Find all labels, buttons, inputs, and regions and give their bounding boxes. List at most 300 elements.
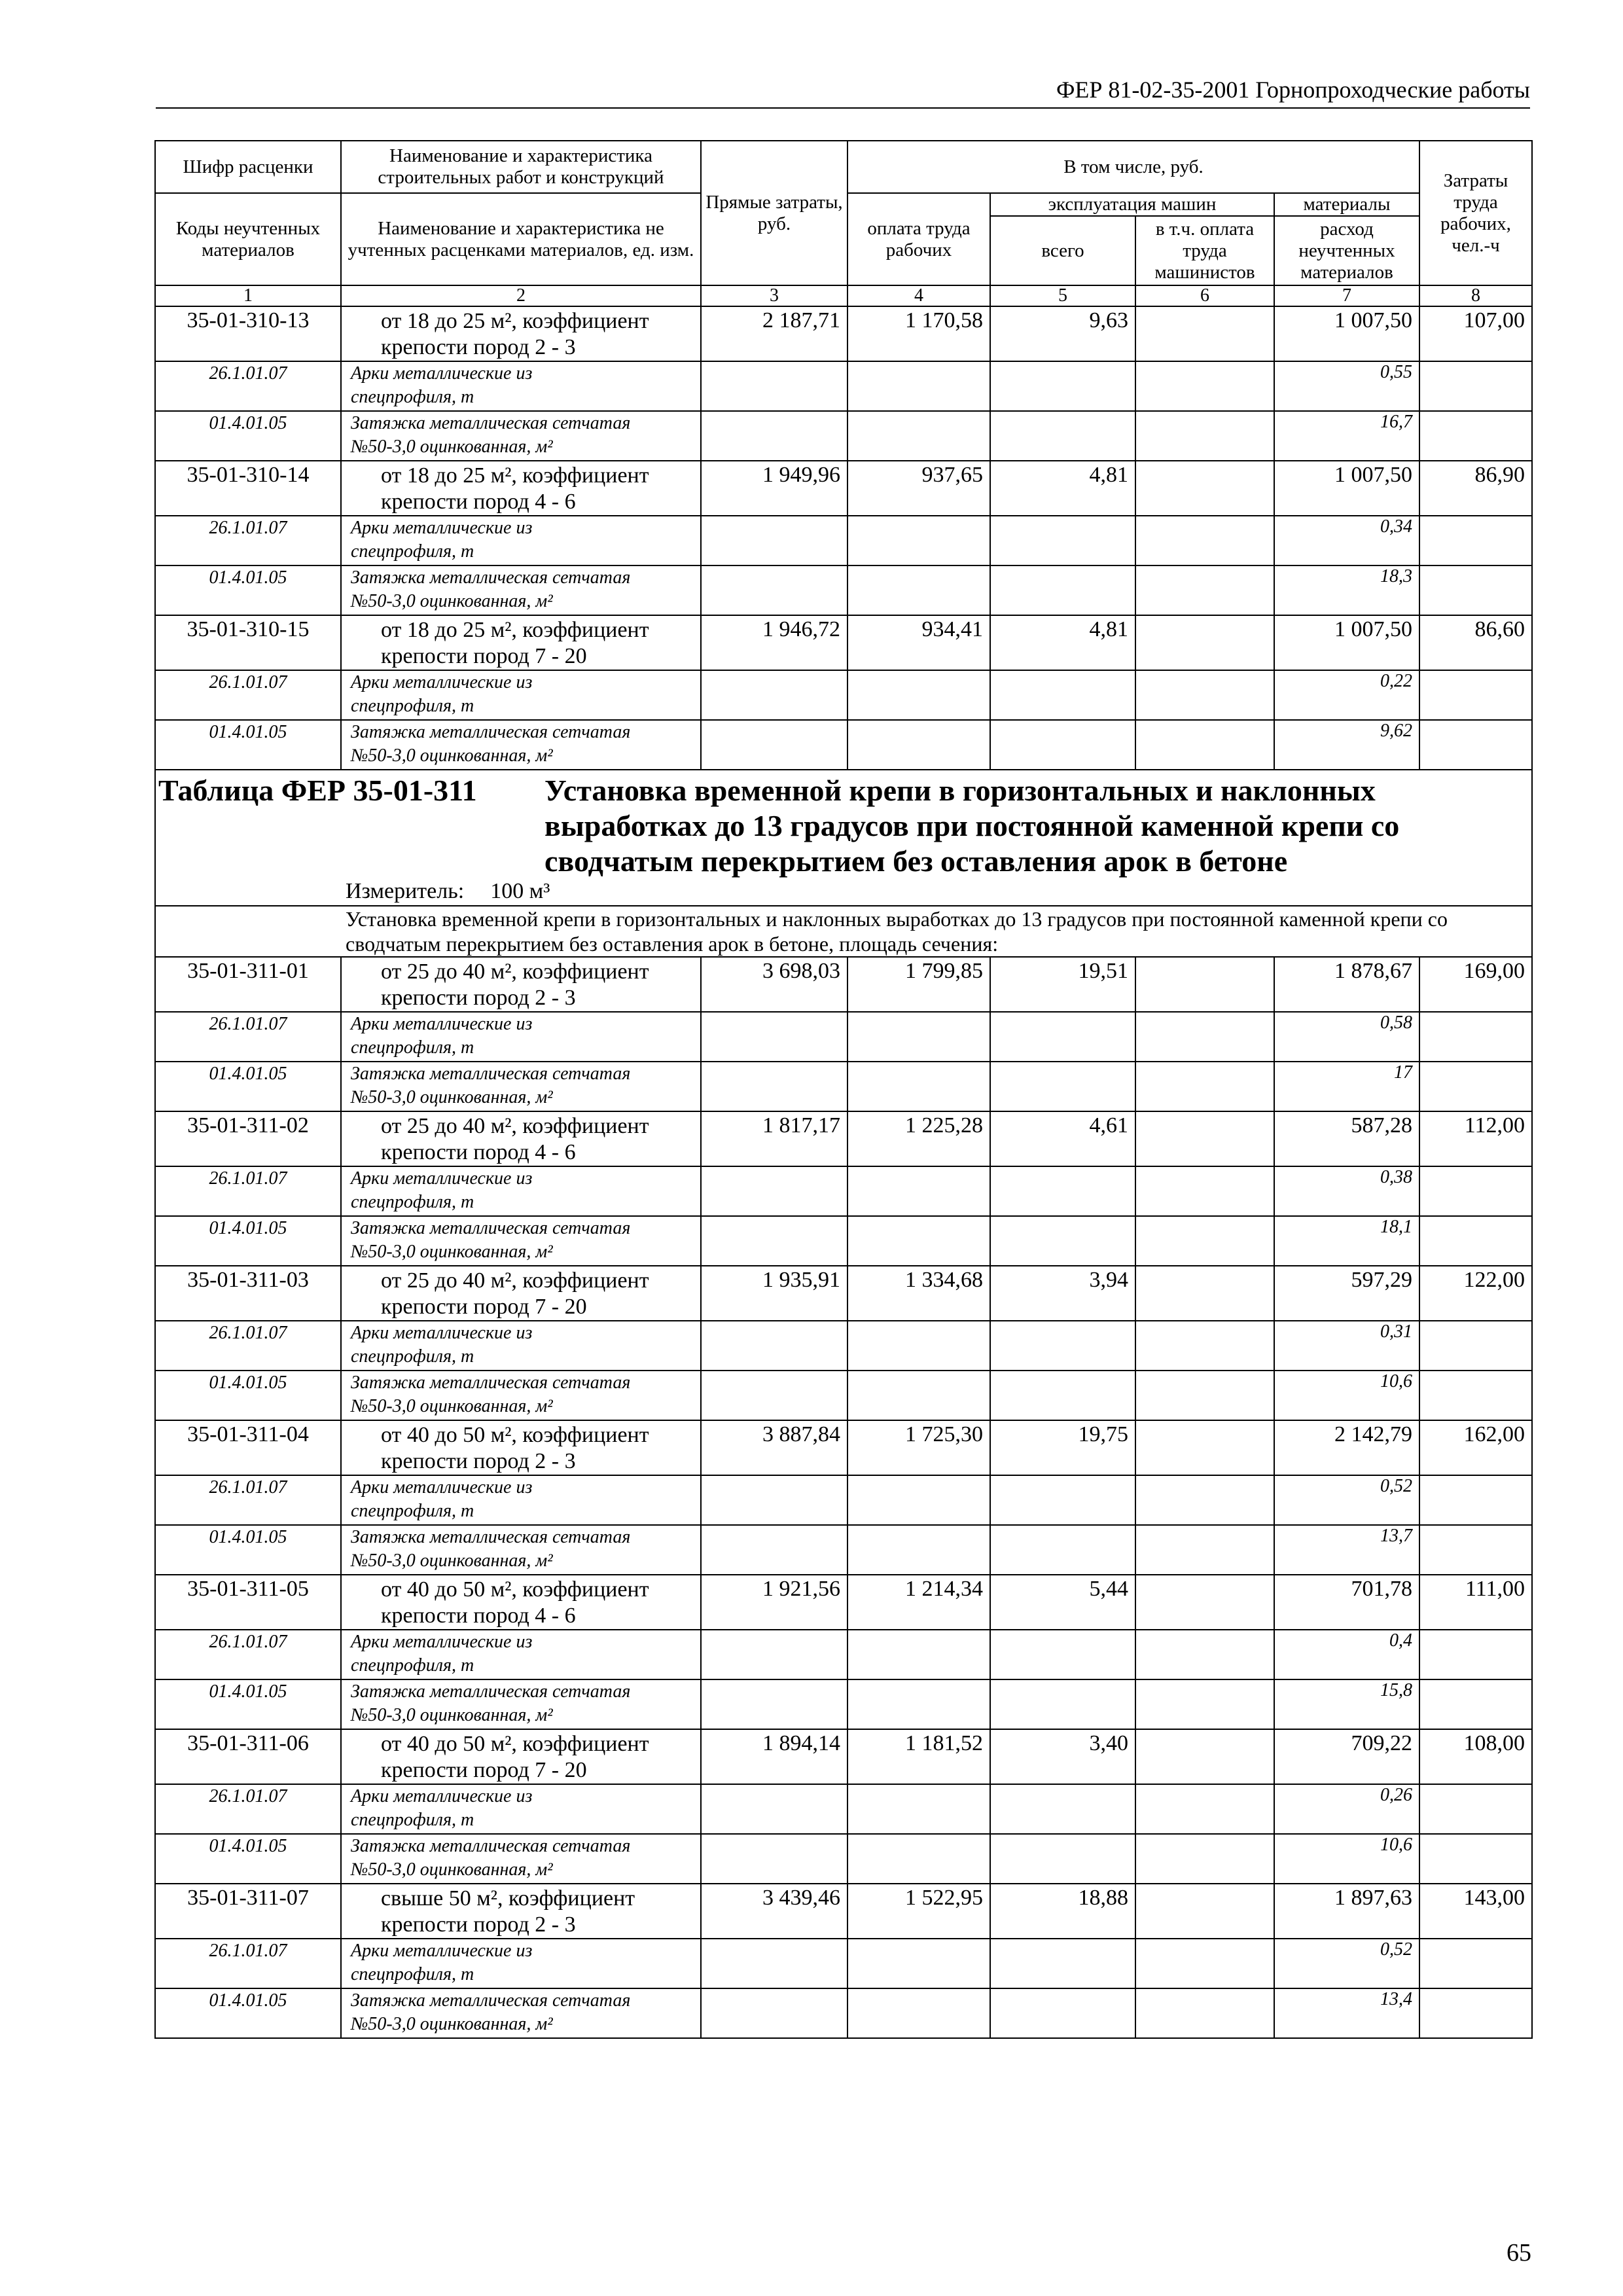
material-name	[341, 1475, 701, 1525]
material-name-line: Затяжка металлическая сетчатая	[351, 1836, 631, 1856]
measure-value: 100 м³	[490, 879, 550, 903]
value-labor: 1 334,68	[847, 1266, 990, 1321]
rate-description	[341, 1111, 701, 1166]
value-hours: 111,00	[1419, 1575, 1532, 1630]
material-usage: 10,6	[1274, 1834, 1419, 1884]
value-mach-lab	[1135, 1729, 1274, 1784]
rate-description-line: крепости пород 4 - 6	[381, 1140, 576, 1164]
rate-description-line: от 18 до 25 м², коэффициент	[381, 618, 649, 642]
rate-code: 35-01-310-14	[155, 461, 341, 516]
empty-cell	[990, 1321, 1135, 1371]
value-labor: 934,41	[847, 615, 990, 670]
empty-cell	[1419, 1679, 1532, 1729]
value-direct: 1 894,14	[701, 1729, 847, 1784]
empty-cell	[701, 516, 847, 565]
rate-code: 35-01-311-01	[155, 957, 341, 1012]
table-row	[155, 1111, 1532, 1166]
empty-cell	[701, 1166, 847, 1216]
empty-cell	[990, 1012, 1135, 1062]
header-name: Наименование и характеристика строительных работ и конструкций	[341, 141, 701, 193]
material-row	[155, 1321, 1532, 1371]
empty-cell	[1135, 720, 1274, 770]
value-labor: 1 725,30	[847, 1420, 990, 1475]
material-name-line: спецпрофиля, т	[351, 1192, 474, 1212]
empty-cell	[701, 1988, 847, 2038]
material-name-line: Арки металлические из	[351, 518, 533, 538]
material-name	[341, 1166, 701, 1216]
material-usage: 13,4	[1274, 1988, 1419, 2038]
value-hours: 162,00	[1419, 1420, 1532, 1475]
empty-cell	[990, 1525, 1135, 1575]
material-name	[341, 1216, 701, 1266]
empty-cell	[847, 1525, 990, 1575]
material-name-line: Арки металлические из	[351, 1168, 533, 1189]
empty-cell	[701, 670, 847, 720]
section-intro: Установка временной крепи в горизонтальных и наклонных выработках до 13 градусов при постоянной каменной крепи со сводчатым перекрытием без оставления арок в бетоне, площадь сечения:	[155, 906, 1532, 957]
value-direct: 3 698,03	[701, 957, 847, 1012]
empty-cell	[701, 1939, 847, 1988]
rate-code: 35-01-311-04	[155, 1420, 341, 1475]
material-code: 01.4.01.05	[155, 1371, 341, 1420]
material-name-line: №50-3,0 оцинкованная, м²	[351, 745, 553, 766]
material-code: 26.1.01.07	[155, 670, 341, 720]
material-row	[155, 516, 1532, 565]
rate-code: 35-01-310-15	[155, 615, 341, 670]
value-direct: 3 439,46	[701, 1884, 847, 1939]
header-direct: Прямые затраты, руб.	[701, 141, 847, 285]
value-hours: 107,00	[1419, 306, 1532, 361]
material-code: 01.4.01.05	[155, 720, 341, 770]
material-name	[341, 1062, 701, 1111]
material-name	[341, 1988, 701, 2038]
empty-cell	[1419, 1321, 1532, 1371]
rate-description-line: от 40 до 50 м², коэффициент	[381, 1577, 649, 1602]
material-name-line: Арки металлические из	[351, 672, 533, 692]
value-hours: 143,00	[1419, 1884, 1532, 1939]
empty-cell	[990, 1784, 1135, 1834]
empty-cell	[1135, 1525, 1274, 1575]
material-code: 01.4.01.05	[155, 1679, 341, 1729]
header-machines: эксплуатация машин	[990, 193, 1274, 216]
material-name-line: Затяжка металлическая сетчатая	[351, 1681, 631, 1702]
header-mat-usage: расход неучтенных материалов	[1274, 216, 1419, 285]
material-usage: 9,62	[1274, 720, 1419, 770]
material-name	[341, 720, 701, 770]
empty-cell	[701, 1321, 847, 1371]
material-row	[155, 1166, 1532, 1216]
table-row	[155, 1729, 1532, 1784]
empty-cell	[1419, 1784, 1532, 1834]
empty-cell	[1419, 1062, 1532, 1111]
empty-cell	[990, 1834, 1135, 1884]
material-usage: 10,6	[1274, 1371, 1419, 1420]
empty-cell	[1135, 411, 1274, 461]
value-mach-lab	[1135, 1266, 1274, 1321]
material-name-line: Арки металлические из	[351, 1632, 533, 1652]
empty-cell	[1135, 1216, 1274, 1266]
material-name-line: спецпрофиля, т	[351, 387, 474, 407]
empty-cell	[1135, 1679, 1274, 1729]
empty-cell	[847, 565, 990, 615]
value-direct: 2 187,71	[701, 306, 847, 361]
material-usage: 18,1	[1274, 1216, 1419, 1266]
material-usage: 0,55	[1274, 361, 1419, 411]
empty-cell	[1135, 670, 1274, 720]
empty-cell	[990, 1371, 1135, 1420]
material-name	[341, 1012, 701, 1062]
value-mach: 3,94	[990, 1266, 1135, 1321]
material-name-line: спецпрофиля, т	[351, 1810, 474, 1830]
material-code: 01.4.01.05	[155, 1216, 341, 1266]
value-mach: 5,44	[990, 1575, 1135, 1630]
empty-cell	[701, 411, 847, 461]
header-codes-unaccounted: Коды неучтенных материалов	[155, 193, 341, 285]
material-code: 26.1.01.07	[155, 1475, 341, 1525]
material-usage: 0,31	[1274, 1321, 1419, 1371]
rate-description-line: крепости пород 2 - 3	[381, 1449, 576, 1473]
value-hours: 112,00	[1419, 1111, 1532, 1166]
rate-description	[341, 615, 701, 670]
rate-description	[341, 1266, 701, 1321]
empty-cell	[1135, 1062, 1274, 1111]
value-mach: 9,63	[990, 306, 1135, 361]
material-row	[155, 1939, 1532, 1988]
empty-cell	[990, 1166, 1135, 1216]
material-code: 26.1.01.07	[155, 361, 341, 411]
empty-cell	[990, 1062, 1135, 1111]
table-row	[155, 306, 1532, 361]
material-usage: 18,3	[1274, 565, 1419, 615]
material-row	[155, 1679, 1532, 1729]
value-direct: 1 946,72	[701, 615, 847, 670]
value-mat: 587,28	[1274, 1111, 1419, 1166]
value-direct: 1 949,96	[701, 461, 847, 516]
rate-code: 35-01-311-03	[155, 1266, 341, 1321]
header-name-unaccounted: Наименование и характеристика не учтенных расценками материалов, ед. изм.	[341, 193, 701, 285]
material-row	[155, 1834, 1532, 1884]
empty-cell	[1135, 1166, 1274, 1216]
empty-cell	[847, 1784, 990, 1834]
material-name	[341, 1321, 701, 1371]
empty-cell	[1419, 565, 1532, 615]
material-name	[341, 565, 701, 615]
table-row	[155, 1575, 1532, 1630]
value-mach: 18,88	[990, 1884, 1135, 1939]
value-labor: 1 522,95	[847, 1884, 990, 1939]
empty-cell	[990, 1216, 1135, 1266]
rate-description	[341, 1420, 701, 1475]
empty-cell	[701, 1834, 847, 1884]
material-code: 01.4.01.05	[155, 565, 341, 615]
section-title-cell	[155, 770, 1532, 906]
value-mat: 2 142,79	[1274, 1420, 1419, 1475]
empty-cell	[1419, 1371, 1532, 1420]
material-row	[155, 361, 1532, 411]
empty-cell	[1419, 516, 1532, 565]
material-name-line: Арки металлические из	[351, 1014, 533, 1034]
empty-cell	[847, 1988, 990, 2038]
value-labor: 1 225,28	[847, 1111, 990, 1166]
rate-description-line: от 25 до 40 м², коэффициент	[381, 1268, 649, 1293]
empty-cell	[990, 1475, 1135, 1525]
material-name-line: Арки металлические из	[351, 1323, 533, 1343]
material-name	[341, 1939, 701, 1988]
material-code: 01.4.01.05	[155, 1062, 341, 1111]
material-usage: 0,52	[1274, 1939, 1419, 1988]
value-mach-lab	[1135, 1420, 1274, 1475]
empty-cell	[701, 361, 847, 411]
table-row	[155, 1420, 1532, 1475]
value-mach-lab	[1135, 461, 1274, 516]
material-name-line: Арки металлические из	[351, 1941, 533, 1961]
empty-cell	[847, 361, 990, 411]
measure-label: Измеритель:	[346, 879, 465, 903]
empty-cell	[1419, 411, 1532, 461]
rate-description	[341, 306, 701, 361]
material-row	[155, 720, 1532, 770]
rate-description	[341, 461, 701, 516]
empty-cell	[1135, 361, 1274, 411]
empty-cell	[1419, 1475, 1532, 1525]
value-mach: 3,40	[990, 1729, 1135, 1784]
empty-cell	[990, 670, 1135, 720]
value-mach-lab	[1135, 1575, 1274, 1630]
empty-cell	[990, 565, 1135, 615]
column-number: 7	[1274, 285, 1419, 306]
empty-cell	[990, 361, 1135, 411]
empty-cell	[1135, 516, 1274, 565]
material-name-line: №50-3,0 оцинкованная, м²	[351, 1087, 553, 1107]
material-name	[341, 361, 701, 411]
empty-cell	[1135, 1012, 1274, 1062]
empty-cell	[1135, 1475, 1274, 1525]
value-mat: 709,22	[1274, 1729, 1419, 1784]
table-row	[155, 615, 1532, 670]
empty-cell	[1419, 670, 1532, 720]
material-usage: 0,26	[1274, 1784, 1419, 1834]
empty-cell	[701, 1679, 847, 1729]
material-row	[155, 1062, 1532, 1111]
material-code: 26.1.01.07	[155, 1012, 341, 1062]
empty-cell	[701, 1630, 847, 1679]
empty-cell	[701, 1475, 847, 1525]
column-number: 2	[341, 285, 701, 306]
value-mach-lab	[1135, 1884, 1274, 1939]
running-header	[156, 73, 1530, 109]
value-direct: 3 887,84	[701, 1420, 847, 1475]
material-name-line: спецпрофиля, т	[351, 1037, 474, 1058]
price-table	[154, 140, 1533, 2039]
column-number: 5	[990, 285, 1135, 306]
material-name-line: спецпрофиля, т	[351, 1346, 474, 1367]
value-mach-lab	[1135, 306, 1274, 361]
material-usage: 15,8	[1274, 1679, 1419, 1729]
material-name	[341, 1679, 701, 1729]
material-usage: 0,52	[1274, 1475, 1419, 1525]
material-usage: 13,7	[1274, 1525, 1419, 1575]
column-numbers	[155, 285, 1532, 306]
empty-cell	[701, 720, 847, 770]
column-number: 3	[701, 285, 847, 306]
value-mach-lab	[1135, 957, 1274, 1012]
header-materials: материалы	[1274, 193, 1419, 216]
rate-description-line: крепости пород 2 - 3	[381, 986, 576, 1010]
value-direct: 1 921,56	[701, 1575, 847, 1630]
empty-cell	[1419, 1939, 1532, 1988]
material-row	[155, 411, 1532, 461]
rate-description-line: крепости пород 4 - 6	[381, 490, 576, 514]
section-title-row	[155, 770, 1532, 906]
header-group: В том числе, руб.	[847, 141, 1419, 193]
material-code: 01.4.01.05	[155, 1988, 341, 2038]
rate-description-line: от 25 до 40 м², коэффициент	[381, 960, 649, 984]
material-row	[155, 1475, 1532, 1525]
empty-cell	[1135, 1321, 1274, 1371]
material-name	[341, 1834, 701, 1884]
rate-description-line: от 18 до 25 м², коэффициент	[381, 309, 649, 333]
material-name-line: №50-3,0 оцинкованная, м²	[351, 1859, 553, 1880]
rate-description-line: от 40 до 50 м², коэффициент	[381, 1423, 649, 1447]
rate-description	[341, 1575, 701, 1630]
material-name-line: Затяжка металлическая сетчатая	[351, 1218, 631, 1238]
material-name-line: №50-3,0 оцинкованная, м²	[351, 437, 553, 457]
material-name-line: Затяжка металлическая сетчатая	[351, 1372, 631, 1393]
value-mach: 4,61	[990, 1111, 1135, 1166]
material-code: 26.1.01.07	[155, 1630, 341, 1679]
material-name-line: №50-3,0 оцинкованная, м²	[351, 1242, 553, 1262]
empty-cell	[990, 411, 1135, 461]
empty-cell	[1135, 1939, 1274, 1988]
empty-cell	[701, 565, 847, 615]
empty-cell	[1419, 1834, 1532, 1884]
empty-cell	[1419, 1166, 1532, 1216]
value-hours: 86,90	[1419, 461, 1532, 516]
material-name-line: Затяжка металлическая сетчатая	[351, 413, 631, 433]
rate-description-line: крепости пород 7 - 20	[381, 1758, 587, 1782]
material-code: 26.1.01.07	[155, 1784, 341, 1834]
empty-cell	[701, 1371, 847, 1420]
material-usage: 16,7	[1274, 411, 1419, 461]
column-number: 1	[155, 285, 341, 306]
value-mat: 1 007,50	[1274, 461, 1419, 516]
material-row	[155, 670, 1532, 720]
value-hours: 122,00	[1419, 1266, 1532, 1321]
rate-description-line: крепости пород 4 - 6	[381, 1604, 576, 1628]
rate-description-line: крепости пород 2 - 3	[381, 1912, 576, 1937]
empty-cell	[847, 1939, 990, 1988]
material-usage: 0,4	[1274, 1630, 1419, 1679]
empty-cell	[1419, 1988, 1532, 2038]
empty-cell	[990, 1988, 1135, 2038]
material-code: 01.4.01.05	[155, 1834, 341, 1884]
empty-cell	[847, 1321, 990, 1371]
rate-description-line: свыше 50 м², коэффициент	[381, 1886, 635, 1910]
material-row	[155, 1216, 1532, 1266]
header-labor: оплата труда рабочих	[847, 193, 990, 285]
rate-description-line: от 18 до 25 м², коэффициент	[381, 463, 649, 488]
material-name-line: спецпрофиля, т	[351, 1655, 474, 1676]
empty-cell	[701, 1216, 847, 1266]
value-direct: 1 817,17	[701, 1111, 847, 1166]
material-code: 26.1.01.07	[155, 1939, 341, 1988]
material-name	[341, 670, 701, 720]
material-usage: 0,38	[1274, 1166, 1419, 1216]
empty-cell	[1419, 361, 1532, 411]
value-hours: 86,60	[1419, 615, 1532, 670]
value-mat: 1 007,50	[1274, 615, 1419, 670]
empty-cell	[1419, 1216, 1532, 1266]
material-row	[155, 1630, 1532, 1679]
material-name-line: №50-3,0 оцинкованная, м²	[351, 1551, 553, 1571]
section-title: Установка временной крепи в горизонтальных и наклонных выработках до 13 градусов при постоянной каменной крепи со сводчатым перекрытием без оставления арок в бетоне	[544, 774, 1400, 878]
material-code: 01.4.01.05	[155, 411, 341, 461]
table-row	[155, 461, 1532, 516]
value-mach-lab	[1135, 615, 1274, 670]
empty-cell	[847, 1630, 990, 1679]
empty-cell	[1135, 1988, 1274, 2038]
value-labor: 1 214,34	[847, 1575, 990, 1630]
material-name-line: спецпрофиля, т	[351, 1501, 474, 1521]
value-direct: 1 935,91	[701, 1266, 847, 1321]
empty-cell	[1135, 1834, 1274, 1884]
material-name-line: Затяжка металлическая сетчатая	[351, 722, 631, 742]
value-mat: 1 878,67	[1274, 957, 1419, 1012]
material-name-line: №50-3,0 оцинкованная, м²	[351, 1396, 553, 1416]
empty-cell	[990, 1679, 1135, 1729]
material-row	[155, 565, 1532, 615]
value-mach: 19,51	[990, 957, 1135, 1012]
rate-code: 35-01-311-06	[155, 1729, 341, 1784]
empty-cell	[1135, 1784, 1274, 1834]
empty-cell	[701, 1525, 847, 1575]
value-labor: 937,65	[847, 461, 990, 516]
table-row	[155, 1266, 1532, 1321]
column-number: 6	[1135, 285, 1274, 306]
empty-cell	[1135, 1371, 1274, 1420]
value-mat: 597,29	[1274, 1266, 1419, 1321]
running-title: ФЕР 81-02-35-2001 Горнопроходческие работы	[1056, 77, 1530, 103]
empty-cell	[1135, 1630, 1274, 1679]
empty-cell	[1419, 1630, 1532, 1679]
empty-cell	[701, 1784, 847, 1834]
value-labor: 1 170,58	[847, 306, 990, 361]
empty-cell	[701, 1062, 847, 1111]
rate-description	[341, 1729, 701, 1784]
material-name	[341, 516, 701, 565]
material-code: 01.4.01.05	[155, 1525, 341, 1575]
material-name	[341, 1784, 701, 1834]
material-name-line: Арки металлические из	[351, 363, 533, 384]
material-usage: 17	[1274, 1062, 1419, 1111]
material-code: 26.1.01.07	[155, 1321, 341, 1371]
material-name	[341, 1371, 701, 1420]
material-name-line: спецпрофиля, т	[351, 541, 474, 562]
material-name-line: Арки металлические из	[351, 1477, 533, 1498]
material-row	[155, 1988, 1532, 2038]
value-hours: 169,00	[1419, 957, 1532, 1012]
material-name	[341, 411, 701, 461]
material-row	[155, 1525, 1532, 1575]
material-name-line: спецпрофиля, т	[351, 696, 474, 716]
value-mach-lab	[1135, 1111, 1274, 1166]
empty-cell	[701, 1012, 847, 1062]
value-hours: 108,00	[1419, 1729, 1532, 1784]
rate-description-line: крепости пород 2 - 3	[381, 335, 576, 359]
material-name-line: Затяжка металлическая сетчатая	[351, 567, 631, 588]
empty-cell	[847, 720, 990, 770]
table-row	[155, 957, 1532, 1012]
empty-cell	[990, 720, 1135, 770]
